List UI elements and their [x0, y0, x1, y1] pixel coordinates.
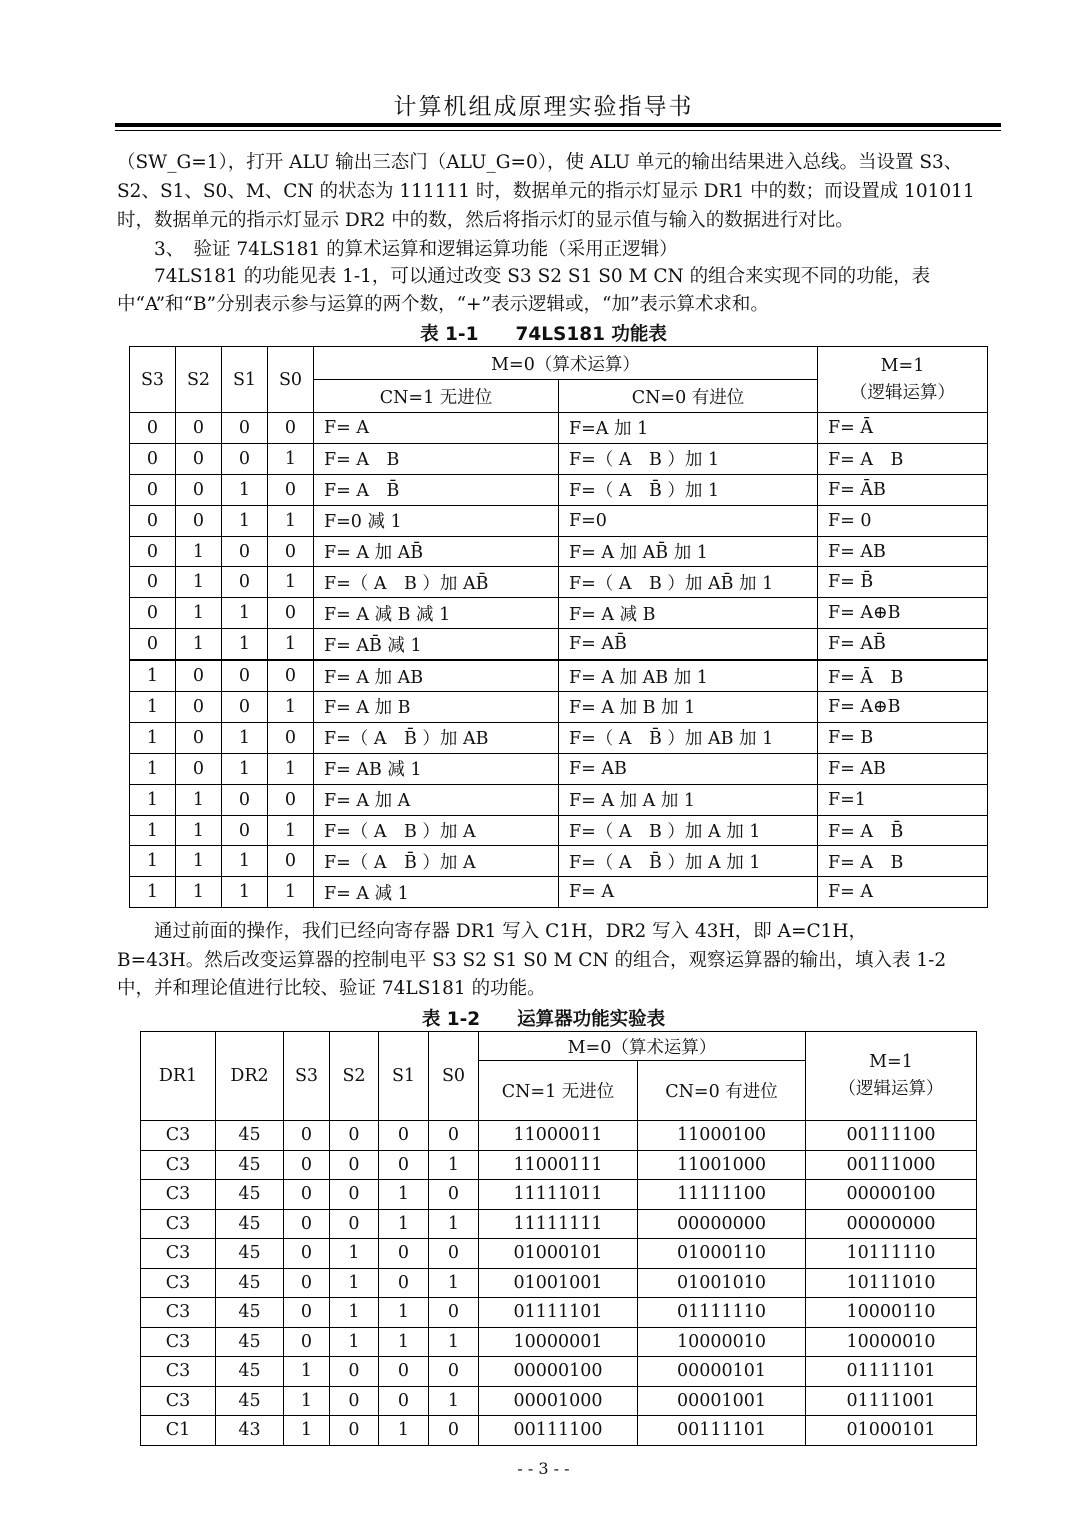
table2-cell-s0: 0: [429, 1416, 479, 1446]
table1-cell-s0: 0: [268, 413, 314, 444]
table1-cell-m1: F= A: [818, 877, 988, 908]
table1-cell-m1: F= B̄: [818, 567, 988, 598]
table2-cell-dr1: C3: [141, 1150, 216, 1180]
table1-cell-cn1: F= A: [314, 413, 559, 444]
table1-cell-s0: 0: [268, 598, 314, 629]
table2-cell-s3: 0: [284, 1298, 330, 1328]
table2-cell-s2: 1: [330, 1239, 379, 1269]
table1-row: [130, 784, 988, 815]
table1-cell-s3: 1: [130, 784, 176, 815]
table2-header-dr2: DR2: [216, 1032, 284, 1121]
table1-cell-s1: 0: [222, 536, 268, 567]
table1-cell-cn0: F= A 加 AB 加 1: [559, 660, 818, 691]
table1-cell-s0: 1: [268, 692, 314, 723]
table2-row: [141, 1180, 977, 1210]
table2-cell-s0: 1: [429, 1327, 479, 1357]
table1-cell-s1: 1: [222, 629, 268, 660]
table2-header-dr1: DR1: [141, 1032, 216, 1121]
table1-cell-cn1: F= A B̄: [314, 474, 559, 505]
table2-cell-cn1: 10000001: [479, 1327, 638, 1357]
table2-cell-s0: 1: [429, 1386, 479, 1416]
table2-cell-s3: 0: [284, 1150, 330, 1180]
table2-cell-dr1: C3: [141, 1327, 216, 1357]
table2-cell-s1: 1: [379, 1209, 429, 1239]
table2-cell-s2: 0: [330, 1180, 379, 1210]
table2-cell-dr1: C3: [141, 1180, 216, 1210]
table1-cell-cn1: F=（ A B̄ ）加 A: [314, 846, 559, 877]
table1-cell-cn1: F= AB̄ 减 1: [314, 629, 559, 660]
table1-cell-cn0: F=（ A B ）加 A 加 1: [559, 815, 818, 846]
table1-cell-cn1: F=（ A B ）加 A: [314, 815, 559, 846]
table1-cell-s3: 0: [130, 567, 176, 598]
table2-row: [141, 1239, 977, 1269]
table1-cell-s3: 1: [130, 753, 176, 784]
page-number: - - 3 - -: [517, 1459, 570, 1478]
table2-row: [141, 1416, 977, 1446]
table1-cell-cn1: F= A B: [314, 443, 559, 474]
table1-cell-s2: 1: [176, 567, 222, 598]
table1-row: [130, 474, 988, 505]
table2-cell-m1: 10111010: [806, 1268, 977, 1298]
table1-cell-s2: 1: [176, 815, 222, 846]
table1-header-m1: [818, 347, 988, 413]
table2-cell-cn0: 11111100: [638, 1180, 806, 1210]
table1-cell-s2: 1: [176, 629, 222, 660]
table2-cell-cn1: 00000100: [479, 1357, 638, 1387]
table1-cell-s3: 1: [130, 846, 176, 877]
table2-cell-dr1: C3: [141, 1239, 216, 1269]
table1-cell-cn1: F=0 减 1: [314, 505, 559, 536]
table1-header-s2: S2: [176, 347, 222, 413]
table2-cell-dr1: C3: [141, 1121, 216, 1151]
table1-cell-cn0: F= A 加 B 加 1: [559, 692, 818, 723]
table2-cell-s2: 0: [330, 1209, 379, 1239]
table2-cell-m1: 01000101: [806, 1416, 977, 1446]
table2-row: [141, 1327, 977, 1357]
table1-cell-s1: 1: [222, 722, 268, 753]
table2-cell-m1: 10111110: [806, 1239, 977, 1269]
table1-cell-s0: 0: [268, 660, 314, 691]
table1-cell-s0: 0: [268, 846, 314, 877]
table2-cell-cn1: 01001001: [479, 1268, 638, 1298]
table2-row: [141, 1121, 977, 1151]
table2-cell-cn0: 10000010: [638, 1327, 806, 1357]
table2-cell-s0: 1: [429, 1150, 479, 1180]
table2-header-m1-line1: M=1: [869, 1052, 913, 1072]
table2-header-m0: M=0（算术运算）: [479, 1032, 806, 1061]
table2-cell-m1: 01111001: [806, 1386, 977, 1416]
table2-cell-s2: 1: [330, 1298, 379, 1328]
table2-cell-m1: 00111000: [806, 1150, 977, 1180]
table1-cell-s0: 1: [268, 443, 314, 474]
table2-cell-cn0: 01001010: [638, 1268, 806, 1298]
table2-cell-s3: 0: [284, 1327, 330, 1357]
table1-cell-cn0: F=0: [559, 505, 818, 536]
mid-line-3: 中，并和理论值进行比较、验证 74LS181 的功能。: [117, 978, 546, 999]
table2-cell-m1: 00000100: [806, 1180, 977, 1210]
table2-cell-cn1: 00001000: [479, 1386, 638, 1416]
table1-cell-cn1: F= A 加 A: [314, 784, 559, 815]
table1-cell-s3: 1: [130, 815, 176, 846]
table1-cell-m1: F= A B̄: [818, 815, 988, 846]
table-74ls181-functions: [129, 346, 988, 908]
table2-cell-s2: 0: [330, 1357, 379, 1387]
table2-cell-cn0: 01000110: [638, 1239, 806, 1269]
table1-header-s1: S1: [222, 347, 268, 413]
mid-line-1: 通过前面的操作，我们已经向寄存器 DR1 写入 C1H，DR2 写入 43H，即 A=C1H，: [117, 921, 868, 942]
table2-cell-dr2: 45: [216, 1268, 284, 1298]
table1-cell-cn0: F= A 加 AB̄ 加 1: [559, 536, 818, 567]
table1-row: [130, 692, 988, 723]
table2-row: [141, 1150, 977, 1180]
table1-cell-cn0: F= AB: [559, 753, 818, 784]
table1-cell-s2: 0: [176, 692, 222, 723]
table1-cell-s3: 0: [130, 536, 176, 567]
table2-cell-s0: 0: [429, 1239, 479, 1269]
table1-cell-cn0: F=A 加 1: [559, 413, 818, 444]
table2-cell-s1: 0: [379, 1150, 429, 1180]
table1-cell-s0: 1: [268, 877, 314, 908]
table2-header-cn1: CN=1 无进位: [479, 1061, 638, 1121]
table1-cell-cn0: F=（ A B̄ ）加 A 加 1: [559, 846, 818, 877]
table1-cell-s1: 1: [222, 753, 268, 784]
table1-row: [130, 877, 988, 908]
table-alu-experiment: [140, 1031, 977, 1446]
table2-cell-s3: 0: [284, 1121, 330, 1151]
table2-row: [141, 1357, 977, 1387]
table1-cell-cn1: F= A 加 AB̄: [314, 536, 559, 567]
table1-row: [130, 629, 988, 660]
table1-cell-s2: 1: [176, 598, 222, 629]
table1-header-m0: M=0（算术运算）: [314, 347, 818, 380]
table2-cell-s2: 0: [330, 1121, 379, 1151]
table1-cell-s1: 1: [222, 877, 268, 908]
table1-cell-s0: 1: [268, 567, 314, 598]
table2-cell-s1: 0: [379, 1239, 429, 1269]
table1-cell-cn1: F= A 减 1: [314, 877, 559, 908]
table1-cell-s2: 1: [176, 784, 222, 815]
table2-cell-s1: 0: [379, 1357, 429, 1387]
table1-cell-m1: F= A⊕B: [818, 598, 988, 629]
table1-row: [130, 660, 988, 691]
table1-cell-s0: 1: [268, 505, 314, 536]
table2-cell-s0: 1: [429, 1209, 479, 1239]
header-rule-thin: [115, 130, 1001, 131]
table1-cell-cn0: F= AB̄: [559, 629, 818, 660]
table2-cell-s3: 0: [284, 1268, 330, 1298]
table2-cell-s3: 0: [284, 1239, 330, 1269]
table2-cell-s1: 0: [379, 1121, 429, 1151]
table1-row: [130, 815, 988, 846]
table1-cell-s1: 1: [222, 505, 268, 536]
table1-cell-m1: F= Ā B: [818, 660, 988, 691]
table1-cell-s2: 1: [176, 877, 222, 908]
table2-cell-cn0: 00000000: [638, 1209, 806, 1239]
table1-cell-s3: 0: [130, 629, 176, 660]
table1-cell-s3: 0: [130, 505, 176, 536]
header-rule-thick: [115, 123, 1001, 127]
table1-cell-s2: 0: [176, 443, 222, 474]
mid-line-2: B=43H。然后改变运算器的控制电平 S3 S2 S1 S0 M CN 的组合，观察运算器的输出，填入表 1-2: [117, 950, 947, 971]
table2-cell-dr2: 45: [216, 1121, 284, 1151]
table2-cell-s2: 0: [330, 1416, 379, 1446]
table1-row: [130, 443, 988, 474]
table2-cell-cn0: 01111110: [638, 1298, 806, 1328]
table2-cell-dr1: C3: [141, 1386, 216, 1416]
table1-cell-s2: 1: [176, 536, 222, 567]
table1-row: [130, 567, 988, 598]
table2-cell-m1: 10000110: [806, 1298, 977, 1328]
table1-cell-s0: 0: [268, 474, 314, 505]
table2-cell-dr1: C3: [141, 1357, 216, 1387]
table2-header-m1: [806, 1032, 977, 1121]
table1-row: [130, 598, 988, 629]
table1-cell-s2: 0: [176, 413, 222, 444]
table1-cell-cn0: F=（ A B̄ ）加 AB 加 1: [559, 722, 818, 753]
table2-cell-s0: 0: [429, 1180, 479, 1210]
table2-cell-m1: 00000000: [806, 1209, 977, 1239]
table2-cell-cn1: 01111101: [479, 1298, 638, 1328]
table1-cell-cn0: F=（ A B ）加 AB̄ 加 1: [559, 567, 818, 598]
table1-cell-s0: 1: [268, 753, 314, 784]
table2-header-cn0: CN=0 有进位: [638, 1061, 806, 1121]
table1-cell-m1: F= A B: [818, 846, 988, 877]
table1-cell-cn0: F= A 减 B: [559, 598, 818, 629]
table2-header-s1: S1: [379, 1032, 429, 1121]
table2-cell-cn1: 11111011: [479, 1180, 638, 1210]
table1-row: [130, 413, 988, 444]
table2-cell-cn1: 01000101: [479, 1239, 638, 1269]
table1-cell-s0: 0: [268, 536, 314, 567]
table1-header-cn0: CN=0 有进位: [559, 380, 818, 413]
table1-cell-s2: 0: [176, 505, 222, 536]
table1-cell-s0: 1: [268, 815, 314, 846]
table2-cell-s3: 0: [284, 1209, 330, 1239]
table1-cell-cn1: F= A 加 B: [314, 692, 559, 723]
table1-header-cn1: CN=1 无进位: [314, 380, 559, 413]
table1-header-s0: S0: [268, 347, 314, 413]
table2-cell-dr1: C1: [141, 1416, 216, 1446]
table2-cell-s3: 1: [284, 1386, 330, 1416]
table2-cell-cn0: 00111101: [638, 1416, 806, 1446]
table1-cell-s1: 0: [222, 567, 268, 598]
table2-cell-m1: 00111100: [806, 1121, 977, 1151]
table1-cell-s2: 0: [176, 660, 222, 691]
table2-cell-cn0: 11000100: [638, 1121, 806, 1151]
intro-line-6: 中“A”和“B”分别表示参与运算的两个数，“+”表示逻辑或，“加”表示算术求和。: [117, 294, 769, 315]
table1-cell-s1: 1: [222, 598, 268, 629]
table1-cell-m1: F= AB: [818, 536, 988, 567]
table2-cell-s0: 0: [429, 1121, 479, 1151]
table2-cell-s1: 1: [379, 1298, 429, 1328]
table1-cell-s3: 0: [130, 413, 176, 444]
table1-cell-s3: 1: [130, 722, 176, 753]
table2-row: [141, 1268, 977, 1298]
table1-cell-s1: 0: [222, 443, 268, 474]
table2-cell-dr1: C3: [141, 1268, 216, 1298]
table2-cell-cn1: 11111111: [479, 1209, 638, 1239]
table1-cell-s0: 0: [268, 722, 314, 753]
table2-cell-cn0: 00001001: [638, 1386, 806, 1416]
table2-cell-dr2: 45: [216, 1386, 284, 1416]
table2-cell-s0: 1: [429, 1268, 479, 1298]
table2-cell-dr2: 45: [216, 1327, 284, 1357]
intro-line-4: 3、 验证 74LS181 的算术运算和逻辑运算功能（采用正逻辑）: [117, 239, 678, 260]
table1-cell-s3: 0: [130, 443, 176, 474]
table1-header-m1-line2: （逻辑运算）: [850, 382, 955, 403]
table1-cell-m1: F=1: [818, 784, 988, 815]
table1-cell-s3: 1: [130, 692, 176, 723]
table1-cell-cn1: F= AB 减 1: [314, 753, 559, 784]
table2-cell-dr2: 45: [216, 1298, 284, 1328]
table2-cell-s1: 1: [379, 1180, 429, 1210]
table2-cell-dr2: 45: [216, 1357, 284, 1387]
intro-line-3: 时，数据单元的指示灯显示 DR2 中的数，然后将指示灯的显示值与输入的数据进行对比。: [117, 210, 854, 231]
table2-cell-cn0: 11001000: [638, 1150, 806, 1180]
table1-cell-s2: 1: [176, 846, 222, 877]
table1-cell-s3: 1: [130, 660, 176, 691]
table1-cell-s1: 0: [222, 660, 268, 691]
table1-cell-m1: F= 0: [818, 505, 988, 536]
table1-cell-s3: 0: [130, 598, 176, 629]
table1-cell-s1: 0: [222, 692, 268, 723]
table2-cell-dr1: C3: [141, 1298, 216, 1328]
table1-cell-s3: 1: [130, 877, 176, 908]
table1-cell-s1: 0: [222, 784, 268, 815]
table2-row: [141, 1298, 977, 1328]
table2-cell-dr2: 45: [216, 1209, 284, 1239]
page-header-title: 计算机组成原理实验指导书: [393, 94, 694, 120]
table1-cell-s0: 0: [268, 784, 314, 815]
table1-cell-m1: F= AB: [818, 753, 988, 784]
table1-cell-s2: 0: [176, 722, 222, 753]
table2-cell-s3: 0: [284, 1180, 330, 1210]
table2-cell-dr2: 45: [216, 1150, 284, 1180]
table1-cell-cn1: F= A 加 AB: [314, 660, 559, 691]
table2-cell-m1: 10000010: [806, 1327, 977, 1357]
table2-row: [141, 1209, 977, 1239]
table1-cell-s0: 1: [268, 629, 314, 660]
table2-header-m1-line2: （逻辑运算）: [838, 1079, 944, 1099]
table1-cell-m1: F= Ā: [818, 413, 988, 444]
intro-line-2: S2、S1、S0、M、CN 的状态为 111111 时，数据单元的指示灯显示 DR1 中的数；而设置成 101011: [117, 181, 975, 202]
table1-cell-m1: F= ĀB: [818, 474, 988, 505]
table1-row: [130, 536, 988, 567]
table2-cell-dr2: 43: [216, 1416, 284, 1446]
table1-cell-cn1: F=（ A B ）加 AB̄: [314, 567, 559, 598]
table2-cell-s3: 1: [284, 1416, 330, 1446]
intro-line-5: 74LS181 的功能见表 1-1，可以通过改变 S3 S2 S1 S0 M CN 的组合来实现不同的功能，表: [117, 266, 931, 287]
table2-cell-s2: 1: [330, 1327, 379, 1357]
table1-cell-s1: 1: [222, 474, 268, 505]
table1-cell-s2: 0: [176, 474, 222, 505]
table2-cell-s1: 1: [379, 1416, 429, 1446]
table1-cell-cn0: F=（ A B̄ ）加 1: [559, 474, 818, 505]
table1-cell-s3: 0: [130, 474, 176, 505]
table1-cell-s1: 0: [222, 815, 268, 846]
table2-cell-cn1: 11000111: [479, 1150, 638, 1180]
table2-cell-s0: 0: [429, 1357, 479, 1387]
table1-header-m1-line1: M=1: [880, 355, 925, 376]
table2-header-s3: S3: [284, 1032, 330, 1121]
table1-cell-s1: 1: [222, 846, 268, 877]
table2-cell-s1: 0: [379, 1386, 429, 1416]
table2-cell-s2: 1: [330, 1268, 379, 1298]
table2-cell-s0: 0: [429, 1298, 479, 1328]
table2-header-s2: S2: [330, 1032, 379, 1121]
table1-cell-s1: 0: [222, 413, 268, 444]
table1-cell-m1: F= A B: [818, 443, 988, 474]
table1-cell-cn0: F= A 加 A 加 1: [559, 784, 818, 815]
table1-cell-cn1: F= A 减 B 减 1: [314, 598, 559, 629]
table2-cell-m1: 01111101: [806, 1357, 977, 1387]
table2-cell-s3: 1: [284, 1357, 330, 1387]
table2-cell-s1: 1: [379, 1327, 429, 1357]
table1-cell-m1: F= B: [818, 722, 988, 753]
table1-header-s3: S3: [130, 347, 176, 413]
table1-cell-cn0: F=（ A B ）加 1: [559, 443, 818, 474]
table1-row: [130, 846, 988, 877]
table2-cell-cn0: 00000101: [638, 1357, 806, 1387]
table1-row: [130, 722, 988, 753]
table2-cell-s1: 0: [379, 1268, 429, 1298]
table1-cell-m1: F= A⊕B: [818, 692, 988, 723]
table1-cell-cn1: F=（ A B̄ ）加 AB: [314, 722, 559, 753]
table2-header-s0: S0: [429, 1032, 479, 1121]
table1-cell-cn0: F= A: [559, 877, 818, 908]
table1-row: [130, 505, 988, 536]
table2-cell-dr2: 45: [216, 1239, 284, 1269]
table2-cell-dr1: C3: [141, 1209, 216, 1239]
table2-caption: 表 1-2 运算器功能实验表: [421, 1009, 666, 1030]
table2-cell-s2: 0: [330, 1386, 379, 1416]
table2-cell-cn1: 11000011: [479, 1121, 638, 1151]
intro-line-1: （SW_G=1），打开 ALU 输出三态门（ALU_G=0），使 ALU 单元的输出结果进入总线。当设置 S3、: [117, 152, 963, 173]
table1-cell-s2: 0: [176, 753, 222, 784]
table1-caption: 表 1-1 74LS181 功能表: [420, 324, 667, 345]
table2-cell-cn1: 00111100: [479, 1416, 638, 1446]
table2-row: [141, 1386, 977, 1416]
table2-cell-s2: 0: [330, 1150, 379, 1180]
table2-cell-dr2: 45: [216, 1180, 284, 1210]
table1-cell-m1: F= AB̄: [818, 629, 988, 660]
table1-row: [130, 753, 988, 784]
